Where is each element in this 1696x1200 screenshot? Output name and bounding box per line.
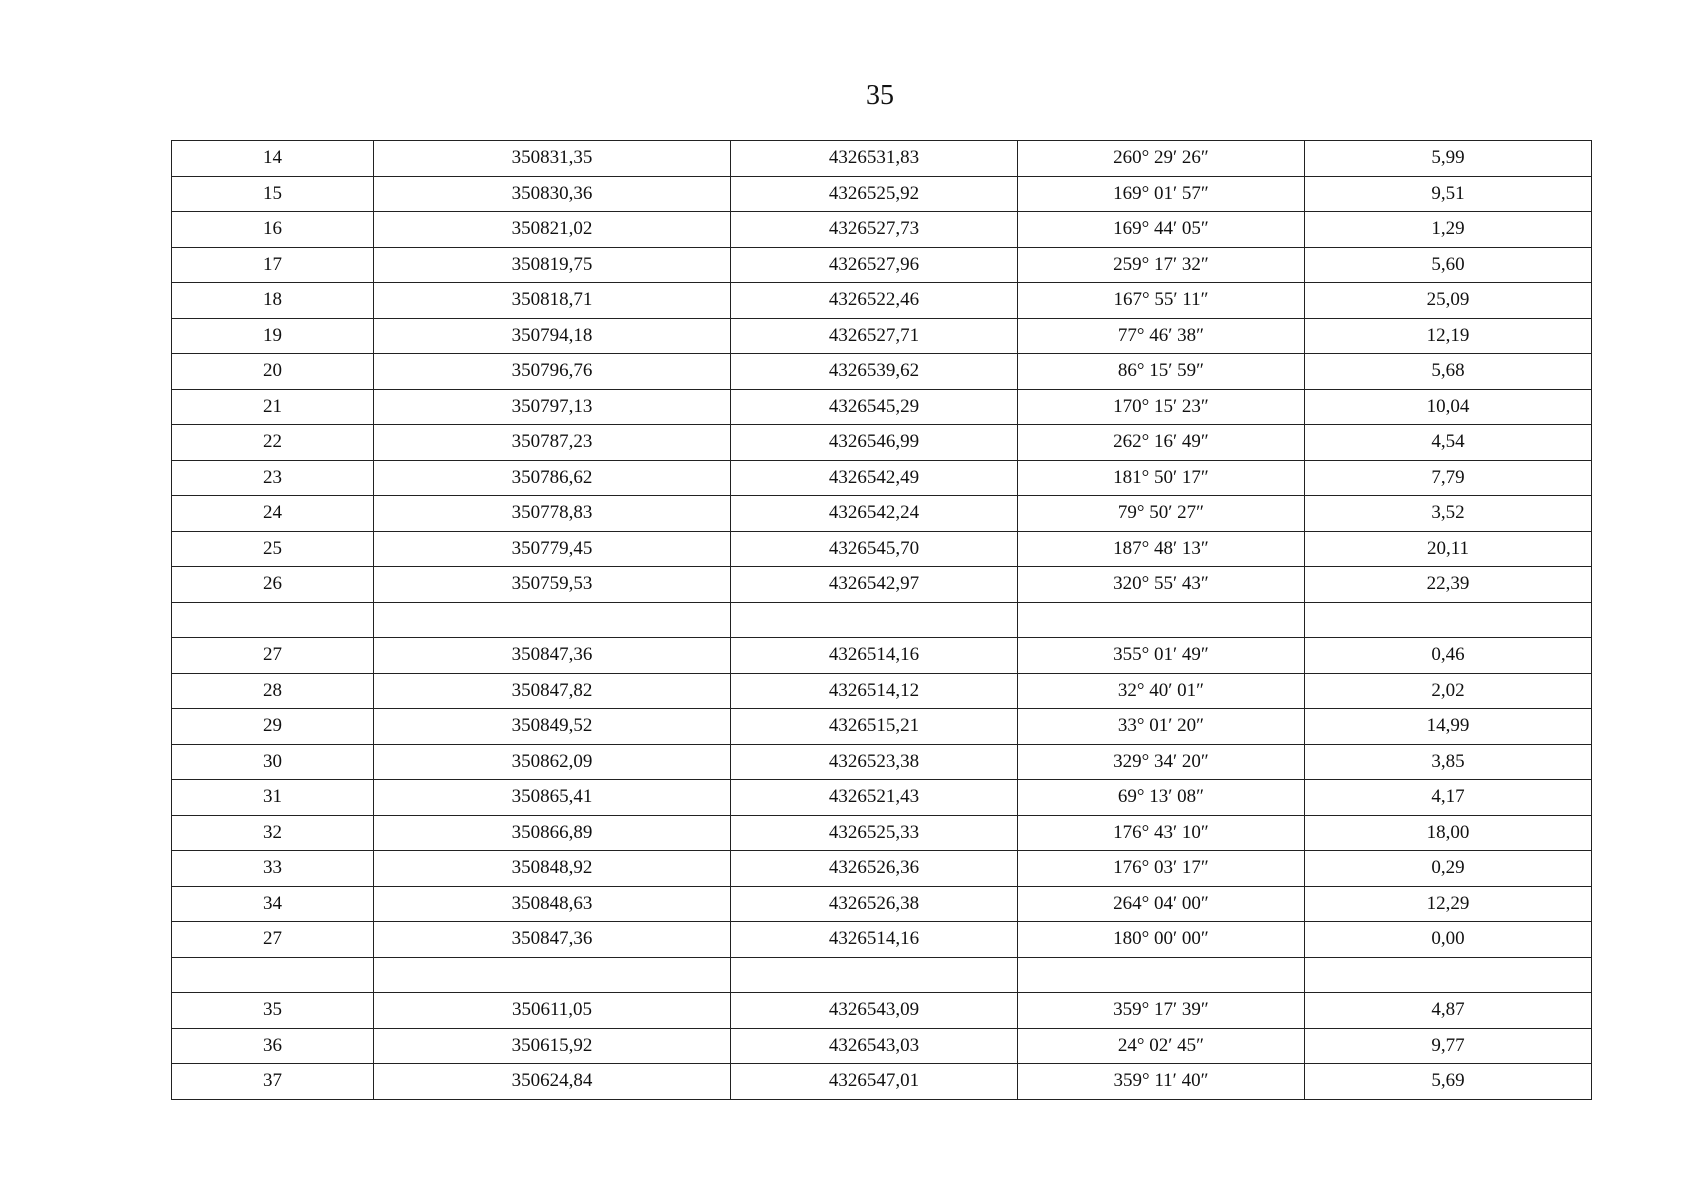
table-row [172, 709, 1592, 745]
distance-cell: 3,52 [1305, 496, 1592, 532]
point-number-cell: 27 [172, 922, 374, 958]
y-coordinate-cell: 4326547,01 [731, 1064, 1018, 1100]
bearing-cell: 262° 16′ 49″ [1018, 425, 1305, 461]
distance-cell: 0,46 [1305, 638, 1592, 674]
y-coordinate-cell: 4326527,96 [731, 247, 1018, 283]
bearing-cell: 24° 02′ 45″ [1018, 1028, 1305, 1064]
distance-cell: 0,29 [1305, 851, 1592, 887]
table-row [172, 176, 1592, 212]
distance-cell: 5,60 [1305, 247, 1592, 283]
x-coordinate-cell [374, 602, 731, 638]
point-number-cell: 19 [172, 318, 374, 354]
table-row [172, 815, 1592, 851]
table-row [172, 673, 1592, 709]
x-coordinate-cell: 350847,36 [374, 638, 731, 674]
distance-cell: 5,99 [1305, 141, 1592, 177]
table-row [172, 744, 1592, 780]
bearing-cell: 69° 13′ 08″ [1018, 780, 1305, 816]
x-coordinate-cell: 350794,18 [374, 318, 731, 354]
y-coordinate-cell: 4326525,92 [731, 176, 1018, 212]
x-coordinate-cell [374, 957, 731, 993]
x-coordinate-cell: 350787,23 [374, 425, 731, 461]
point-number-cell: 18 [172, 283, 374, 319]
x-coordinate-cell: 350797,13 [374, 389, 731, 425]
table-row [172, 638, 1592, 674]
distance-cell: 14,99 [1305, 709, 1592, 745]
distance-cell: 3,85 [1305, 744, 1592, 780]
x-coordinate-cell: 350778,83 [374, 496, 731, 532]
point-number-cell: 37 [172, 1064, 374, 1100]
x-coordinate-cell: 350819,75 [374, 247, 731, 283]
x-coordinate-cell: 350862,09 [374, 744, 731, 780]
table-row [172, 496, 1592, 532]
bearing-cell [1018, 602, 1305, 638]
point-number-cell: 28 [172, 673, 374, 709]
y-coordinate-cell: 4326542,49 [731, 460, 1018, 496]
y-coordinate-cell: 4326525,33 [731, 815, 1018, 851]
x-coordinate-cell: 350779,45 [374, 531, 731, 567]
point-number-cell: 27 [172, 638, 374, 674]
table-row [172, 567, 1592, 603]
distance-cell: 4,17 [1305, 780, 1592, 816]
x-coordinate-cell: 350865,41 [374, 780, 731, 816]
point-number-cell: 31 [172, 780, 374, 816]
x-coordinate-cell: 350847,36 [374, 922, 731, 958]
coordinates-table [171, 140, 1592, 1100]
table-row [172, 247, 1592, 283]
bearing-cell: 359° 17′ 39″ [1018, 993, 1305, 1029]
x-coordinate-cell: 350849,52 [374, 709, 731, 745]
x-coordinate-cell: 350759,53 [374, 567, 731, 603]
y-coordinate-cell: 4326543,09 [731, 993, 1018, 1029]
point-number-cell: 29 [172, 709, 374, 745]
bearing-cell: 259° 17′ 32″ [1018, 247, 1305, 283]
distance-cell: 9,51 [1305, 176, 1592, 212]
y-coordinate-cell: 4326514,16 [731, 922, 1018, 958]
distance-cell: 12,19 [1305, 318, 1592, 354]
distance-cell: 0,00 [1305, 922, 1592, 958]
table-row [172, 141, 1592, 177]
point-number-cell: 24 [172, 496, 374, 532]
point-number-cell: 34 [172, 886, 374, 922]
bearing-cell: 176° 03′ 17″ [1018, 851, 1305, 887]
distance-cell: 22,39 [1305, 567, 1592, 603]
table-row [172, 389, 1592, 425]
page-number: 35 [866, 80, 894, 111]
bearing-cell: 187° 48′ 13″ [1018, 531, 1305, 567]
x-coordinate-cell: 350831,35 [374, 141, 731, 177]
y-coordinate-cell: 4326539,62 [731, 354, 1018, 390]
table-row [172, 460, 1592, 496]
x-coordinate-cell: 350848,63 [374, 886, 731, 922]
x-coordinate-cell: 350830,36 [374, 176, 731, 212]
bearing-cell: 359° 11′ 40″ [1018, 1064, 1305, 1100]
table-row [172, 354, 1592, 390]
y-coordinate-cell: 4326546,99 [731, 425, 1018, 461]
point-number-cell: 32 [172, 815, 374, 851]
distance-cell: 5,69 [1305, 1064, 1592, 1100]
x-coordinate-cell: 350786,62 [374, 460, 731, 496]
bearing-cell: 170° 15′ 23″ [1018, 389, 1305, 425]
x-coordinate-cell: 350818,71 [374, 283, 731, 319]
bearing-cell: 77° 46′ 38″ [1018, 318, 1305, 354]
point-number-cell: 26 [172, 567, 374, 603]
y-coordinate-cell: 4326526,36 [731, 851, 1018, 887]
distance-cell: 12,29 [1305, 886, 1592, 922]
x-coordinate-cell: 350611,05 [374, 993, 731, 1029]
distance-cell: 9,77 [1305, 1028, 1592, 1064]
y-coordinate-cell [731, 957, 1018, 993]
distance-cell: 10,04 [1305, 389, 1592, 425]
y-coordinate-cell: 4326545,29 [731, 389, 1018, 425]
bearing-cell: 355° 01′ 49″ [1018, 638, 1305, 674]
coordinates-table-body [172, 141, 1592, 1100]
table-row [172, 993, 1592, 1029]
x-coordinate-cell: 350624,84 [374, 1064, 731, 1100]
point-number-cell [172, 602, 374, 638]
x-coordinate-cell: 350847,82 [374, 673, 731, 709]
point-number-cell: 21 [172, 389, 374, 425]
bearing-cell: 260° 29′ 26″ [1018, 141, 1305, 177]
point-number-cell: 33 [172, 851, 374, 887]
table-row [172, 602, 1592, 638]
y-coordinate-cell [731, 602, 1018, 638]
table-row [172, 283, 1592, 319]
table-row [172, 780, 1592, 816]
point-number-cell: 36 [172, 1028, 374, 1064]
point-number-cell: 20 [172, 354, 374, 390]
y-coordinate-cell: 4326542,97 [731, 567, 1018, 603]
bearing-cell: 167° 55′ 11″ [1018, 283, 1305, 319]
distance-cell: 7,79 [1305, 460, 1592, 496]
point-number-cell: 25 [172, 531, 374, 567]
table-row [172, 922, 1592, 958]
bearing-cell: 264° 04′ 00″ [1018, 886, 1305, 922]
x-coordinate-cell: 350866,89 [374, 815, 731, 851]
y-coordinate-cell: 4326543,03 [731, 1028, 1018, 1064]
y-coordinate-cell: 4326545,70 [731, 531, 1018, 567]
bearing-cell: 169° 44′ 05″ [1018, 212, 1305, 248]
point-number-cell [172, 957, 374, 993]
distance-cell [1305, 957, 1592, 993]
x-coordinate-cell: 350615,92 [374, 1028, 731, 1064]
point-number-cell: 35 [172, 993, 374, 1029]
distance-cell: 4,87 [1305, 993, 1592, 1029]
y-coordinate-cell: 4326531,83 [731, 141, 1018, 177]
y-coordinate-cell: 4326527,73 [731, 212, 1018, 248]
bearing-cell: 79° 50′ 27″ [1018, 496, 1305, 532]
y-coordinate-cell: 4326515,21 [731, 709, 1018, 745]
bearing-cell: 320° 55′ 43″ [1018, 567, 1305, 603]
y-coordinate-cell: 4326514,16 [731, 638, 1018, 674]
bearing-cell: 181° 50′ 17″ [1018, 460, 1305, 496]
table-row [172, 851, 1592, 887]
y-coordinate-cell: 4326523,38 [731, 744, 1018, 780]
table-row [172, 425, 1592, 461]
bearing-cell: 32° 40′ 01″ [1018, 673, 1305, 709]
distance-cell: 20,11 [1305, 531, 1592, 567]
y-coordinate-cell: 4326527,71 [731, 318, 1018, 354]
x-coordinate-cell: 350796,76 [374, 354, 731, 390]
bearing-cell: 176° 43′ 10″ [1018, 815, 1305, 851]
table-row [172, 318, 1592, 354]
point-number-cell: 30 [172, 744, 374, 780]
point-number-cell: 17 [172, 247, 374, 283]
bearing-cell: 329° 34′ 20″ [1018, 744, 1305, 780]
bearing-cell: 180° 00′ 00″ [1018, 922, 1305, 958]
table-row [172, 886, 1592, 922]
bearing-cell: 169° 01′ 57″ [1018, 176, 1305, 212]
bearing-cell: 33° 01′ 20″ [1018, 709, 1305, 745]
y-coordinate-cell: 4326522,46 [731, 283, 1018, 319]
y-coordinate-cell: 4326521,43 [731, 780, 1018, 816]
point-number-cell: 23 [172, 460, 374, 496]
distance-cell: 1,29 [1305, 212, 1592, 248]
table-row [172, 531, 1592, 567]
x-coordinate-cell: 350848,92 [374, 851, 731, 887]
distance-cell: 5,68 [1305, 354, 1592, 390]
distance-cell: 25,09 [1305, 283, 1592, 319]
point-number-cell: 15 [172, 176, 374, 212]
bearing-cell [1018, 957, 1305, 993]
table-row [172, 1064, 1592, 1100]
distance-cell [1305, 602, 1592, 638]
point-number-cell: 22 [172, 425, 374, 461]
table-row [172, 957, 1592, 993]
point-number-cell: 16 [172, 212, 374, 248]
distance-cell: 2,02 [1305, 673, 1592, 709]
bearing-cell: 86° 15′ 59″ [1018, 354, 1305, 390]
y-coordinate-cell: 4326526,38 [731, 886, 1018, 922]
table-row [172, 1028, 1592, 1064]
table-row [172, 212, 1592, 248]
x-coordinate-cell: 350821,02 [374, 212, 731, 248]
distance-cell: 18,00 [1305, 815, 1592, 851]
y-coordinate-cell: 4326542,24 [731, 496, 1018, 532]
y-coordinate-cell: 4326514,12 [731, 673, 1018, 709]
distance-cell: 4,54 [1305, 425, 1592, 461]
point-number-cell: 14 [172, 141, 374, 177]
